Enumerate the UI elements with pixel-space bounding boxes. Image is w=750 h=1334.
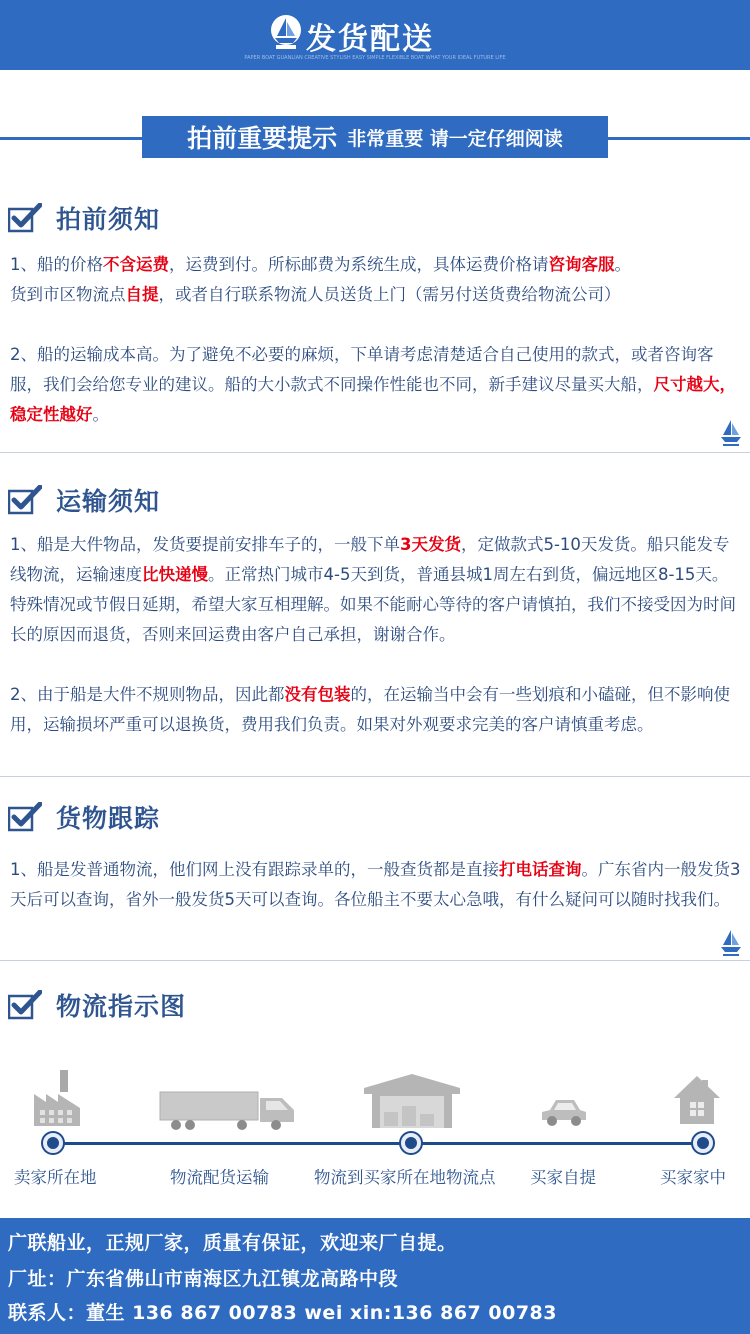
text-span: 货到市区物流点	[10, 285, 126, 304]
section-track-title: 货物跟踪	[56, 804, 161, 833]
checkmark-icon	[8, 802, 42, 832]
section-track-p1	[10, 855, 742, 915]
text-span: 2、船的运输成本高。为了避免不必要的麻烦，下单请考虑清楚适合自己使用的款式，或者咨询客服，我们会给您专业的建议。船的大小款式不同操作性能也不同，新手建议尽量买大船，	[10, 345, 714, 394]
flow-timeline	[52, 1142, 704, 1145]
section-divider	[0, 776, 750, 777]
checkmark-icon	[8, 990, 42, 1020]
flow-step-label: 卖家所在地	[14, 1168, 97, 1187]
boat-logo-icon	[718, 928, 744, 958]
page-title: 发货配送	[306, 22, 434, 57]
flow-step-label: 买家自提	[530, 1168, 596, 1187]
section-flow-header	[8, 985, 186, 1025]
flow-step-dot	[43, 1133, 63, 1153]
highlight-text: 咨询客服	[548, 255, 615, 274]
highlight-text: 打电话查询	[499, 860, 582, 879]
text-span: ，运费到付。所标邮费为系统生成，具体运费价格请	[169, 255, 549, 274]
highlight-text: 3天发货	[400, 535, 461, 554]
flow-step-label: 物流到买家所在地物流点	[314, 1168, 496, 1187]
section-flow-title: 物流指示图	[56, 992, 187, 1021]
section-pre-p2	[10, 280, 742, 310]
text-span: 。广东省内一般发货3天后可以查询，省外一般发货5天可以查询。各位船主不要太心急哦，有什么疑问可以随时找我们。	[10, 860, 741, 909]
text-span: 。	[614, 255, 631, 274]
warehouse-icon	[362, 1072, 462, 1130]
highlight-text: 不含运费	[103, 255, 169, 274]
page-header	[0, 0, 750, 70]
notice-subtitle: 非常重要 请一定仔细阅读	[347, 127, 563, 150]
section-ship-header	[8, 480, 160, 520]
factory-icon	[30, 1068, 84, 1128]
flow-step-label: 物流配货运输	[170, 1168, 269, 1187]
section-ship-p1	[10, 530, 742, 650]
checkmark-icon	[8, 485, 42, 515]
boat-logo-icon	[718, 418, 744, 448]
text-span: 2、由于船是大件不规则物品，因此都	[10, 685, 285, 704]
text-span: 。正常热门城市4-5天到货，普通县城1周左右到货，偏远地区8-15天。特殊情况或节假日延期，希望大家互相理解。如果不能耐心等待的客户请慎拍，我们不接受因为时间长的原因而退货，否则来回运费由客户自己承担，谢谢合作。	[10, 565, 736, 644]
header-tagline: PAPER BOAT GUANLIAN CREATIVE STYLISH EASY SIMPLE FLEXIBLE BOAT WHAT YOUR IDEAL FUTURE LIFE	[244, 55, 506, 61]
highlight-text: 没有包装	[284, 685, 351, 704]
notice-title: 拍前重要提示	[187, 124, 338, 153]
flow-step-label: 买家家中	[660, 1168, 726, 1187]
footer-contact: 联系人：董生 136 867 00783 wei xin:136 867 00783	[8, 1302, 557, 1324]
highlight-text: 比快递慢	[142, 565, 208, 584]
footer-slogan: 广联船业，正规厂家，质量有保证，欢迎来厂自提。	[8, 1232, 457, 1254]
page-footer	[0, 1218, 750, 1334]
section-divider	[0, 452, 750, 453]
truck-icon	[158, 1088, 298, 1132]
checkmark-icon	[8, 203, 42, 233]
section-pre-title: 拍前须知	[56, 205, 161, 234]
flow-step-dot	[693, 1133, 713, 1153]
text-span: 的，在运输当中会有一些划痕和小磕碰，但不影响使用，运输损坏严重可以退换货，费用我们负责。如果对外观要求完美的客户请慎重考虑。	[10, 685, 730, 734]
section-divider	[0, 960, 750, 961]
flow-step-dot	[401, 1133, 421, 1153]
boat-logo-icon	[270, 14, 302, 50]
text-span: 1、船是发普通物流，他们网上没有跟踪录单的，一般查货都是直接	[10, 860, 499, 879]
section-pre-p1	[10, 250, 742, 280]
section-ship-title: 运输须知	[56, 487, 161, 516]
notice-banner	[142, 116, 608, 158]
text-span: ，或者自行联系物流人员送货上门（需另付送货费给物流公司）	[158, 285, 621, 304]
text-span: 1、船是大件物品，发货要提前安排车子的，一般下单	[10, 535, 400, 554]
highlight-text: 自提	[125, 285, 159, 304]
section-ship-p2	[10, 680, 742, 740]
text-span: 。	[92, 405, 109, 424]
section-pre-p3	[10, 340, 742, 430]
footer-address: 厂址：广东省佛山市南海区九江镇龙高路中段	[8, 1268, 399, 1290]
section-track-header	[8, 797, 160, 837]
section-pre-header	[8, 198, 160, 238]
car-icon	[538, 1094, 590, 1128]
house-icon	[672, 1074, 722, 1126]
highlight-text: 尺寸越大，稳定性越好	[10, 375, 736, 424]
text-span: ，定做款式5-10天发货。船只能发专线物流，运输速度	[10, 535, 730, 584]
text-span: 1、船的价格	[10, 255, 103, 274]
